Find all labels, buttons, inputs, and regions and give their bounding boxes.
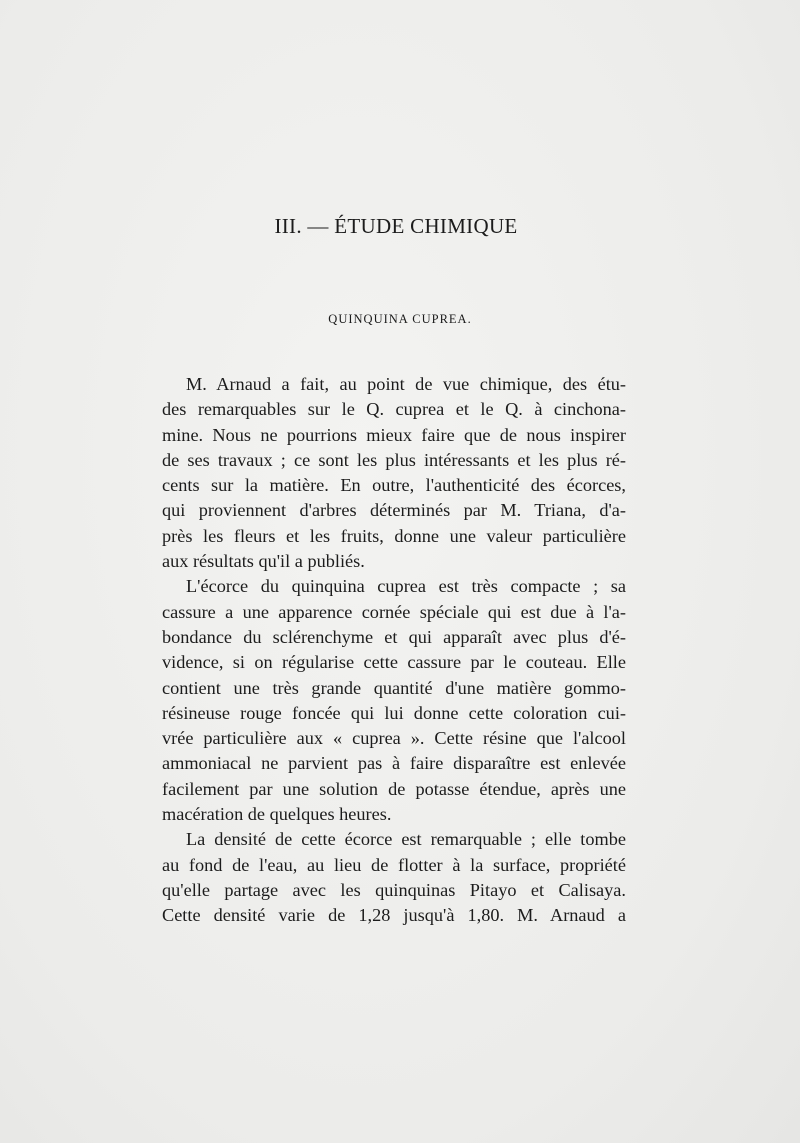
text-line: qu'elle partage avec les quinquinas Pitayo et Calisaya. xyxy=(162,879,626,900)
text-line: mine. Nous ne pourrions mieux faire que de nous inspirer xyxy=(162,424,626,445)
text-line: cents sur la matière. En outre, l'authenticité des écorces, xyxy=(162,475,626,496)
text-line: M. Arnaud a fait, au point de vue chimique, des étu- xyxy=(186,374,626,394)
text-line: près les fleurs et les fruits, donne une valeur particulière xyxy=(162,525,626,546)
text-line: La densité de cette écorce est remarquable ; elle tombe xyxy=(186,829,626,850)
text-line: vidence, si on régularise cette cassure par le couteau. Elle xyxy=(162,652,626,673)
text-line: qui proviennent d'arbres déterminés par M. Triana, d'a- xyxy=(162,500,626,521)
text-line: Cette densité varie de 1,28 jusqu'à 1,80. M. Arnaud a xyxy=(162,905,626,926)
body-text xyxy=(162,372,626,929)
text-line: vrée particulière aux « cuprea ». Cette résine que l'alcool xyxy=(162,728,626,749)
text-line: L'écorce du quinquina cuprea est très compacte ; sa xyxy=(186,576,626,597)
text-line: cassure a une apparence cornée spéciale qui est due à l'a- xyxy=(162,601,626,622)
section-subtitle: QUINQUINA CUPREA. xyxy=(328,312,472,326)
text-line: résineuse rouge foncée qui lui donne cette coloration cui- xyxy=(162,702,626,723)
text-line: bondance du sclérenchyme et qui apparaît avec plus d'é- xyxy=(162,626,626,647)
paragraph-1 xyxy=(162,372,626,574)
text-line: aux résultats qu'il a publiés. xyxy=(162,551,365,572)
text-line: macération de quelques heures. xyxy=(162,804,392,825)
paragraph-2 xyxy=(162,574,626,827)
text-line: contient une très grande quantité d'une matière gommo- xyxy=(162,677,626,698)
section-title: III. — ÉTUDE CHIMIQUE xyxy=(274,214,518,238)
text-line: facilement par une solution de potasse étendue, après une xyxy=(162,778,626,799)
text-line: au fond de l'eau, au lieu de flotter à la surface, propriété xyxy=(162,854,626,875)
text-line: de ses travaux ; ce sont les plus intéressants et les plus ré- xyxy=(162,449,626,470)
paragraph-3 xyxy=(162,827,626,928)
text-line: des remarquables sur le Q. cuprea et le Q. à cinchona- xyxy=(162,399,626,420)
text-line: ammoniacal ne parvient pas à faire disparaître est enlevée xyxy=(162,753,626,774)
